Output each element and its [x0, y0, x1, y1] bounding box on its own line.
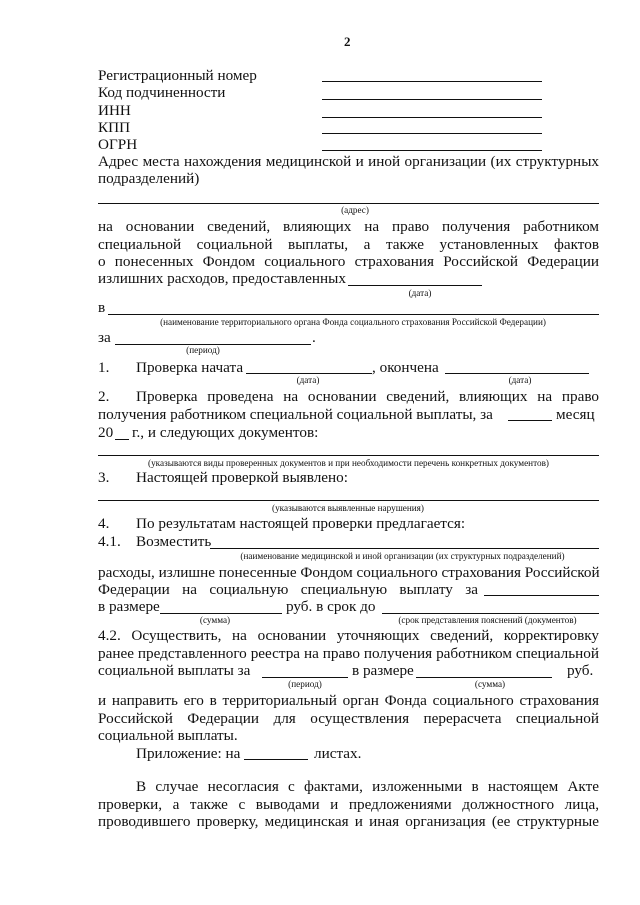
disagreement-line3: проводившего проверку, медицинская и иная организация (ее структурные	[98, 813, 599, 830]
item42-sum-caption: (сумма)	[474, 679, 506, 689]
violations-line[interactable]	[98, 500, 599, 501]
address-line[interactable]	[98, 203, 599, 204]
item41-line1: расходы, излишне понесенные Фондом социального страхования Российской	[98, 564, 600, 581]
address-label-line2: подразделений)	[98, 170, 200, 187]
item3-text: Настоящей проверкой выявлено:	[136, 469, 348, 486]
item4-text: По результатам настоящей проверки предлагается:	[136, 515, 466, 532]
kpp-line[interactable]	[322, 133, 542, 134]
violations-caption: (указываются выявленные нарушения)	[272, 503, 424, 513]
basis-line3: о понесенных Фондом социального страхования Российской Федерации	[98, 253, 599, 270]
organization-name-caption: (наименование медицинской и иной организации (их структурных подразделений)	[240, 551, 565, 561]
item42-line5: Российской Федерации для осуществления перерасчета специальной	[98, 710, 599, 727]
item41-line3-b: руб. в срок до	[286, 598, 376, 615]
check-end-date-line[interactable]	[445, 373, 589, 374]
territorial-line[interactable]	[108, 314, 599, 315]
item42-line1: 4.2. Осуществить, на основании уточняющих сведений, корректировку	[98, 627, 599, 644]
attachment-sheets-line[interactable]	[244, 759, 308, 760]
item42-line3-c: руб.	[567, 662, 594, 679]
item1-text-end: , окончена	[372, 359, 439, 376]
item42-line3-b: в размере	[352, 662, 414, 679]
period-prefix: за	[98, 329, 111, 346]
item2-month-line[interactable]	[508, 420, 552, 421]
item3-number: 3.	[98, 469, 110, 486]
item42-sum-line[interactable]	[416, 677, 552, 678]
attachment-suffix: листах.	[314, 745, 362, 762]
item2-number: 2.	[98, 388, 110, 405]
disagreement-line2: проверки, а также с выводами и предложениями должностного лица,	[98, 796, 599, 813]
item41-sum-line[interactable]	[160, 613, 282, 614]
territorial-caption: (наименование территориального органа Фонда социального страхования Российской Федерации)	[160, 317, 546, 327]
item42-line4: и направить его в территориальный орган Фонда социального страхования	[98, 692, 599, 709]
item2-line3-b: г., и следующих документов:	[132, 424, 319, 441]
basis-date-line[interactable]	[348, 285, 482, 286]
item41-line3-a: в размере	[98, 598, 160, 615]
item1-number: 1.	[98, 359, 110, 376]
item41-deadline-line[interactable]	[382, 613, 599, 614]
basis-line4: излишних расходов, предоставленных	[98, 270, 346, 287]
documents-caption: (указываются виды проверенных документов и при необходимости перечень конкретных документов)	[148, 458, 549, 468]
item2-year-line[interactable]	[115, 439, 129, 440]
check-start-date-caption: (дата)	[296, 375, 320, 385]
inn-label: ИНН	[98, 102, 131, 119]
item41-text: Возместить	[136, 533, 212, 550]
check-end-date-caption: (дата)	[508, 375, 532, 385]
territorial-prefix: в	[98, 299, 106, 316]
subordination-code-label: Код подчиненности	[98, 84, 226, 101]
kpp-label: КПП	[98, 119, 131, 136]
item42-line2: ранее представленного реестра на право получения работником специальной	[98, 645, 599, 662]
item42-line6: социальной выплаты.	[98, 727, 238, 744]
period-caption: (период)	[186, 345, 220, 355]
subordination-code-line[interactable]	[322, 99, 542, 100]
check-start-date-line[interactable]	[246, 373, 372, 374]
documents-line[interactable]	[98, 455, 599, 456]
organization-name-line[interactable]	[210, 548, 599, 549]
item1-text-start: Проверка начата	[136, 359, 244, 376]
item4-number: 4.	[98, 515, 110, 532]
ogrn-label: ОГРН	[98, 136, 138, 153]
disagreement-line1: В случае несогласия с фактами, изложенными в настоящем Акте	[136, 778, 599, 795]
ogrn-line[interactable]	[322, 150, 542, 151]
reg-number-label: Регистрационный номер	[98, 67, 257, 84]
basis-line1: на основании сведений, влияющих на право получения работником	[98, 218, 599, 235]
basis-line2: специальной социальной выплаты, а также установленных фактов	[98, 236, 599, 253]
address-caption: (адрес)	[341, 205, 369, 215]
item2-line2-b: месяц	[556, 406, 595, 423]
item2-line3-a: 20	[98, 424, 114, 441]
item41-sum-caption: (сумма)	[199, 615, 231, 625]
item42-line3-a: социальной выплаты за	[98, 662, 251, 679]
basis-date-caption: (дата)	[408, 288, 432, 298]
item41-deadline-caption: (срок представления пояснений (документов)	[398, 615, 577, 625]
period-suffix: .	[312, 329, 316, 346]
page-number: 2	[344, 34, 351, 49]
item41-line2: Федерации на социальную специальную выплату за	[98, 581, 478, 598]
item41-period-line[interactable]	[484, 595, 599, 596]
attachment-prefix: Приложение: на	[136, 745, 241, 762]
reg-number-line[interactable]	[322, 81, 542, 82]
address-label-line1: Адрес места нахождения медицинской и иной организации (их структурных	[98, 153, 599, 170]
item2-line1: Проверка проведена на основании сведений, влияющих на право	[136, 388, 599, 405]
inn-line[interactable]	[322, 117, 542, 118]
item42-period-line[interactable]	[262, 677, 348, 678]
item41-number: 4.1.	[98, 533, 121, 550]
item42-period-caption: (период)	[288, 679, 322, 689]
item2-line2-a: получения работником специальной социальной выплаты, за	[98, 406, 493, 423]
